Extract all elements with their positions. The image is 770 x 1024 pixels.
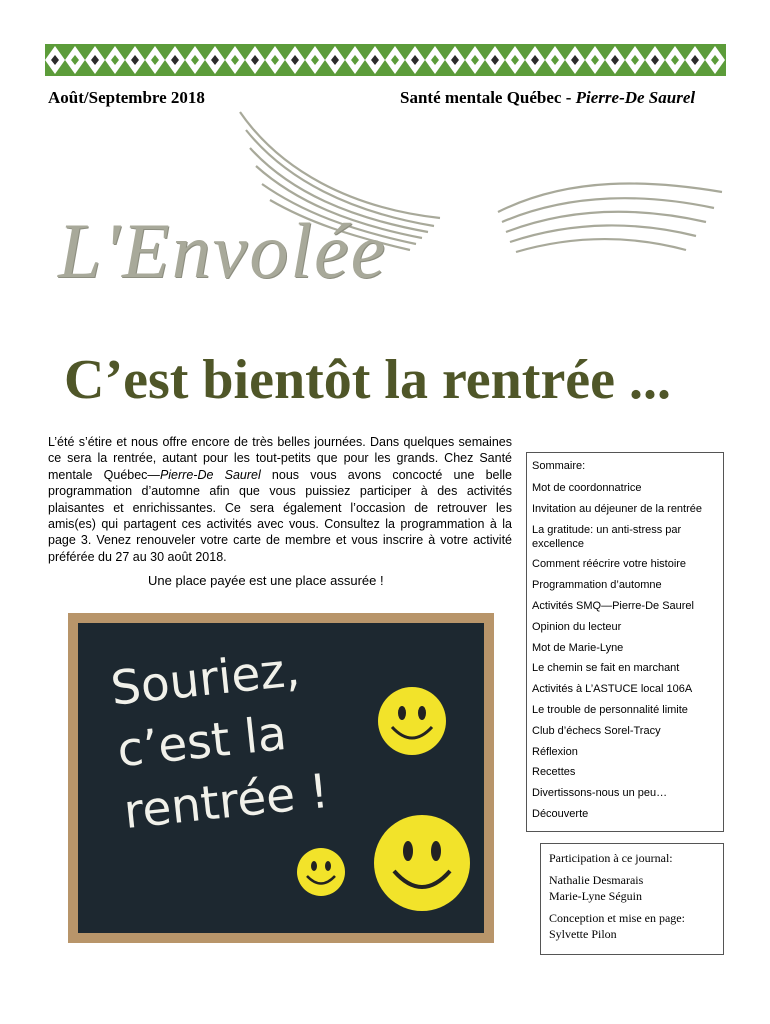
chalkboard-image (68, 613, 494, 943)
chalk-line: Souriez, (108, 642, 303, 717)
toc-item: Réflexion (532, 745, 578, 758)
table-of-contents (526, 452, 724, 832)
credits-box (540, 843, 724, 955)
tagline: Une place payée est une place assurée ! (148, 573, 384, 588)
organization-name: Santé mentale Québec - Pierre-De Saurel (400, 88, 696, 107)
designer-name: Sylvette Pilon (549, 927, 617, 941)
toc-item: Mot de coordonnatrice (532, 482, 642, 494)
issue-date: Août/Septembre 2018 (48, 88, 205, 107)
toc-title: Sommaire: (532, 460, 586, 472)
intro-paragraph: L’été s’étire et nous offre encore de très belles journées. Dans quelques semaines ce sera la rentrée, autant pour les tout-petits que pour les grands. Chez Santé mentale Québec—Pierre-De Saurel nous vous avons concocté une belle programmation d’automne afin que vous puissiez participer à des activités plaisantes et enrichissantes. Ce sera également l’occasion de retrouver les amis(es) qui partagent ces activités avec vous. Consultez la programmation à la page 3. Venez renouveler votre carte de membre et vous inscrire à votre activité préférée du 27 au 30 août 2018. (48, 435, 513, 564)
toc-item: Le trouble de personnalité limite (532, 703, 688, 716)
design-title: Conception et mise en page: (549, 911, 685, 925)
newsletter-logo-text: L'Envolée (58, 207, 388, 294)
toc-item: Opinion du lecteur (532, 620, 622, 633)
contributor-name: Nathalie Desmarais (549, 873, 644, 887)
toc-item: Mot de Marie-Lyne (532, 641, 624, 654)
toc-item: Programmation d’automne (532, 579, 662, 592)
chalk-line: c’est la (114, 705, 290, 779)
participation-title: Participation à ce journal: (549, 851, 673, 865)
decorative-border (45, 44, 726, 76)
toc-item: Activités à L’ASTUCE local 106A (532, 683, 693, 696)
toc-item: Invitation au déjeuner de la rentrée (532, 502, 703, 515)
toc-item: Comment réécrire votre histoire (532, 558, 687, 571)
chalk-line: rentrée ! (121, 763, 332, 841)
toc-item: La gratitude: un anti-stress par excellence (532, 523, 682, 550)
toc-item: Le chemin se fait en marchant (532, 662, 680, 675)
chalkboard-text (108, 638, 332, 844)
toc-item: Club d’échecs Sorel-Tracy (532, 724, 661, 737)
toc-item: Activités SMQ—Pierre-De Saurel (532, 599, 694, 612)
contributor-name: Marie-Lyne Séguin (549, 889, 642, 903)
smiley-icon (374, 683, 450, 759)
smiley-icon (294, 845, 348, 899)
diamond-pattern (45, 44, 726, 76)
toc-item: Découverte (532, 807, 589, 820)
smiley-icon (370, 811, 474, 915)
toc-item: Recettes (532, 766, 576, 779)
page-headline: C’est bientôt la rentrée ... (64, 349, 672, 411)
toc-item: Divertissons-nous un peu… (532, 787, 668, 800)
